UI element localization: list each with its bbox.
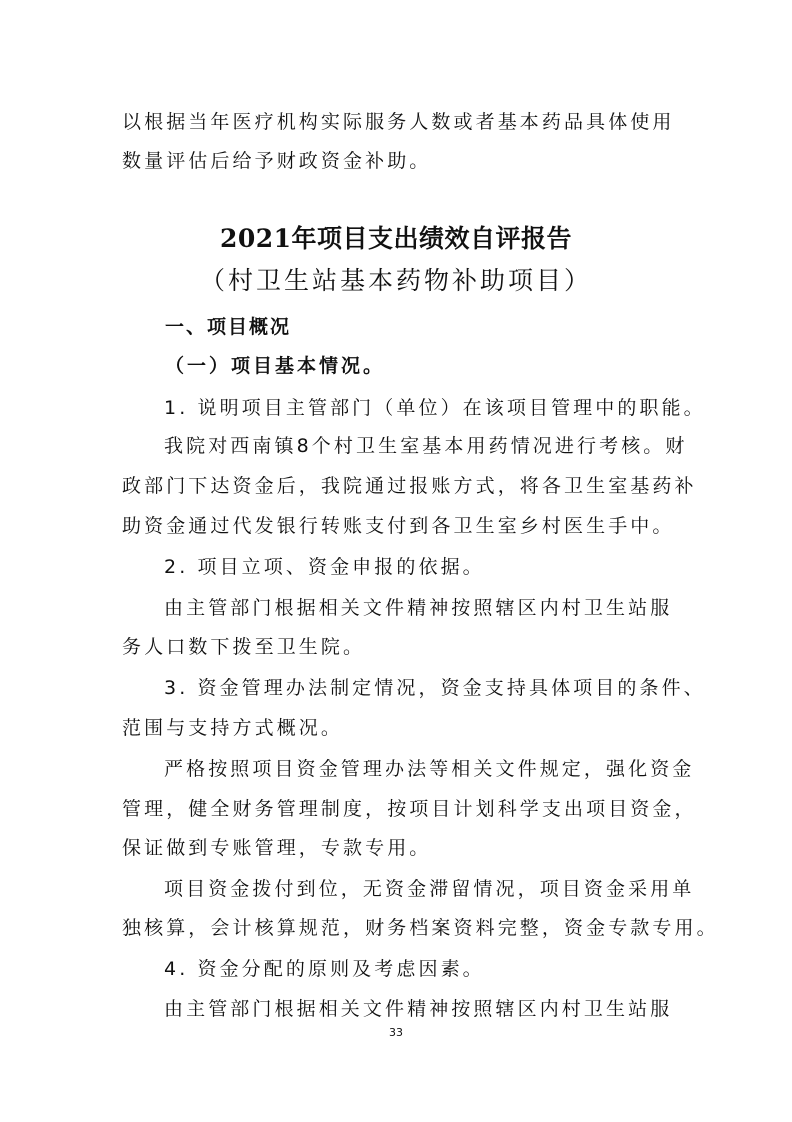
report-subtitle: （村卫生站基本药物补助项目）	[199, 266, 592, 295]
item3-body2-line-1: 项目资金拨付到位，无资金滞留情况，项目资金采用单	[164, 878, 695, 900]
item1-body-line-1: 我院对西南镇8个村卫生室基本用药情况进行考核。财	[164, 435, 688, 457]
item2-body-line-2: 务人口数下拨至卫生院。	[122, 636, 366, 658]
item3-label: 3. 资金管理办法制定情况，资金支持具体项目的条件、	[164, 677, 706, 699]
item3-body-line-2: 管理，健全财务管理制度，按项目计划科学支出项目资金，	[122, 798, 697, 820]
item3-body2-line-2: 独核算，会计核算规范，财务档案资料完整，资金专款专用。	[122, 917, 719, 939]
item2-body-line-1: 由主管部门根据相关文件精神按照辖区内村卫生站服	[164, 597, 673, 619]
intro-line-1: 以根据当年医疗机构实际服务人数或者基本药品具体使用	[122, 111, 675, 133]
item3-body-line-3: 保证做到专账管理，专款专用。	[122, 837, 432, 859]
item2-label: 2. 项目立项、资金申报的依据。	[164, 556, 485, 578]
section-heading: 一、项目概况	[165, 316, 292, 338]
page-number: 33	[389, 1026, 403, 1039]
item3-label-cont: 范围与支持方式概况。	[122, 717, 344, 739]
intro-line-2: 数量评估后给予财政资金补助。	[122, 150, 432, 172]
item4-body-line-1: 由主管部门根据相关文件精神按照辖区内村卫生站服	[164, 998, 673, 1020]
item1-body-line-3: 助资金通过代发银行转账支付到各卫生室乡村医生手中。	[122, 515, 675, 537]
item1-label: 1. 说明项目主管部门（单位）在该项目管理中的职能。	[164, 397, 706, 419]
subsection-heading: （一）项目基本情况。	[165, 355, 386, 377]
item1-body-line-2: 政部门下达资金后，我院通过报账方式，将各卫生室基药补	[122, 475, 697, 497]
report-title: 2021年项目支出绩效自评报告	[219, 224, 573, 253]
item4-label: 4. 资金分配的原则及考虑因素。	[164, 958, 485, 980]
item3-body-line-1: 严格按照项目资金管理办法等相关文件规定，强化资金	[164, 758, 695, 780]
